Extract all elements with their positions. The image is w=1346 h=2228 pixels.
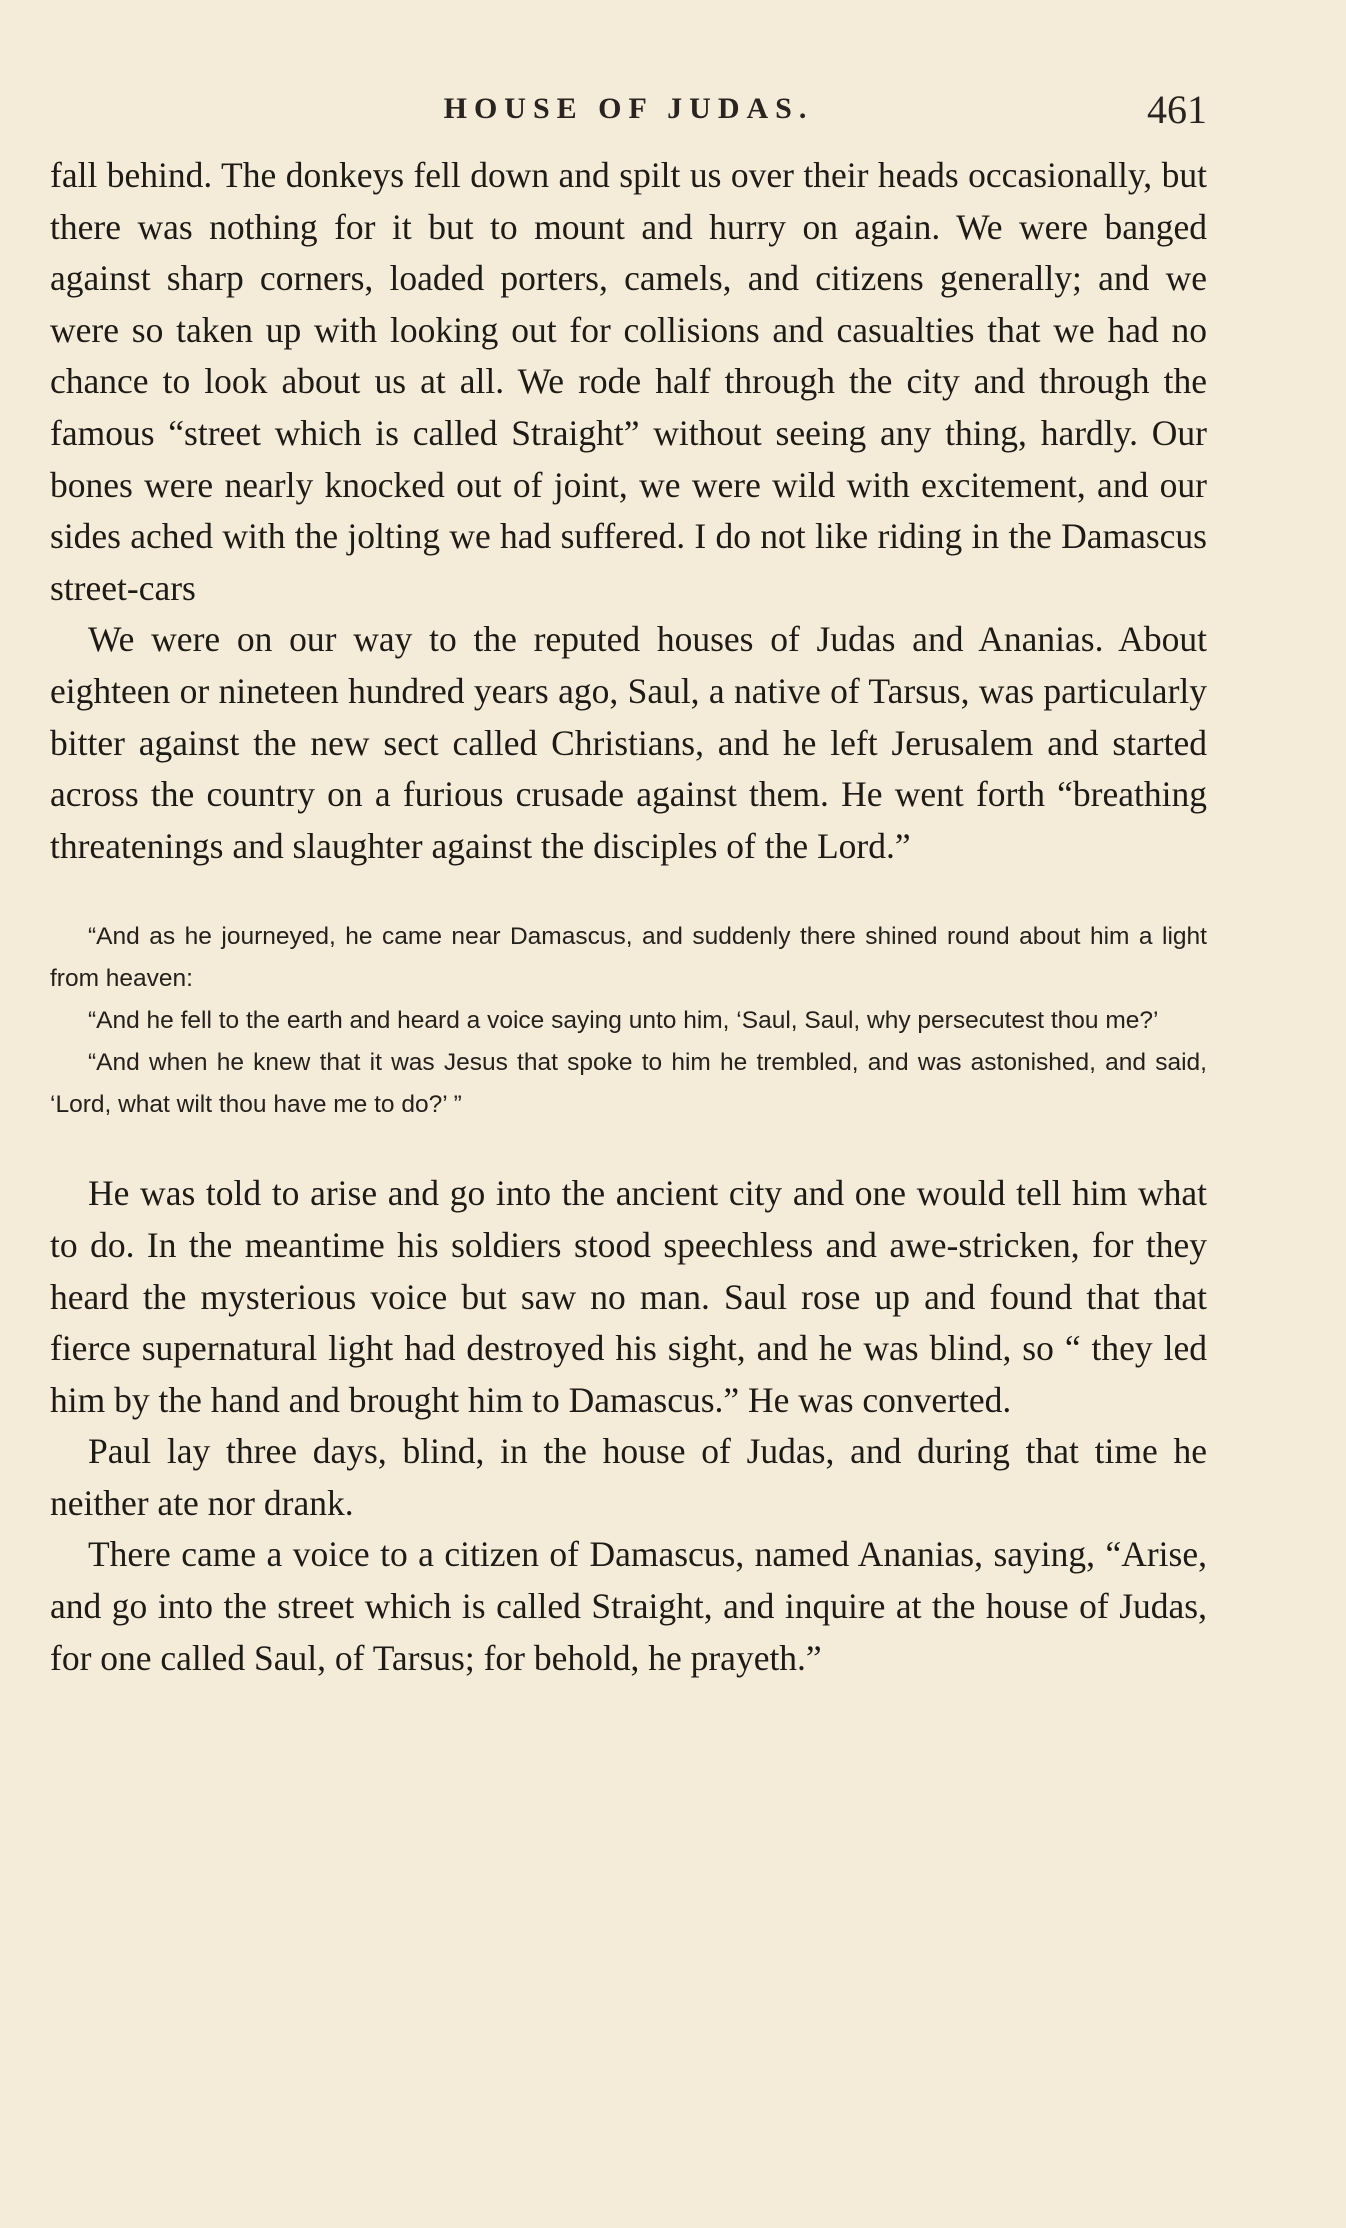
quotation-paragraph: “And when he knew that it was Jesus that spoke to him he trembled, and was astonished, and said, ‘Lord, what wilt thou have me to do?’ ” — [50, 1049, 1207, 1119]
paragraph: Paul lay three days, blind, in the house of Judas, and during that time he neither ate nor drank. — [50, 1431, 1207, 1523]
running-head — [50, 0, 1207, 150]
book-page — [50, 0, 1207, 1684]
quotation-paragraph: “And as he journeyed, he came near Damascus, and suddenly there shined round about him a light from heaven: — [50, 923, 1207, 993]
scripture-quotation — [50, 916, 1207, 1126]
quotation-paragraph: “And he fell to the earth and heard a voice saying unto him, ‘Saul, Saul, why persecutest thou me?’ — [88, 1007, 1159, 1035]
paragraph: He was told to arise and go into the ancient city and one would tell him what to do. In the meantime his soldiers stood speechless and awe-stricken, for they heard the mysterious voice but saw no man. Saul rose up and found that that fierce supernatural light had destroyed his sight, and he was blind, so “ they led him by the hand and brought him to Damascus.” He was converted. — [50, 1173, 1207, 1420]
paragraph: We were on our way to the reputed houses of Judas and Ananias. About eighteen or nineteen hundred years ago, Saul, a native of Tarsus, was particularly bitter against the new sect called Christians, and he left Jerusalem and started across the country on a furious crusade against them. He went forth “breathing threatenings and slaughter against the disciples of the Lord.” — [50, 619, 1207, 866]
page-number: 461 — [1147, 87, 1207, 132]
body-text-top — [50, 150, 1207, 872]
paragraph: There came a voice to a citizen of Damascus, named Ananias, saying, “Arise, and go into the street which is called Straight, and inquire at the house of Judas, for one called Saul, of Tarsus; for behold, he prayeth.” — [50, 1534, 1207, 1678]
body-text-bottom — [50, 1168, 1207, 1684]
running-head-title: HOUSE OF JUDAS. — [443, 92, 814, 125]
paragraph: fall behind. The donkeys fell down and spilt us over their heads occasionally, but there was nothing for it but to mount and hurry on again. We were banged against sharp corners, loaded porters, camels, and citizens generally; and we were so taken up with looking out for collisions and casualties that we had no chance to look about us at all. We rode half through the city and through the famous “street which is called Straight” without seeing any thing, hardly. Our bones were nearly knocked out of joint, we were wild with excitement, and our sides ached with the jolting we had suffered. I do not like riding in the Damascus street-cars — [50, 155, 1207, 608]
